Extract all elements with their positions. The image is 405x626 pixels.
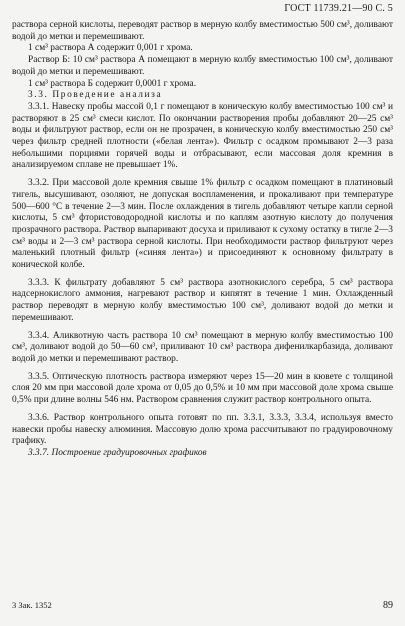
paragraph-solution-b-content: 1 см³ раствора Б содержит 0,0001 г хрома. xyxy=(28,78,197,89)
paragraph-solution-b: Раствор Б: 10 см³ раствора А помещают в мерную колбу вместимостью 100 см³, доливают водой до метки и перемешивают. xyxy=(12,55,393,77)
paragraph-3-3-4: 3.3.4. Аликвотную часть раствора 10 см³ помещают в мерную колбу вместимостью 100 см³, доливают водой до 50—60 см³, приливают 10 см³ раствора дифенилкарбазида, доливают водой до метки и перемешивают раствор. xyxy=(12,330,393,364)
paragraph-3-3-2: 3.3.2. При массовой доле кремния свыше 1% фильтр с осадком помещают в платиновый тигель, высушивают, озоляют, не допуская воспламенения, и прокаливают при температуре 500—600 °С в течение 2—3 мин. После охлаждения в тигель добавляют четыре капли серной кислоты, 5 см³ фтористоводородной кислоты и по каплям азотную кислоту до получения прозрачного раствора. Раствор выпаривают досуха и приливают к сухому остатку в тигле 2—3 см³ воды и 2—3 см³ раствора серной кислоты. При необходимости раствор фильтруют через маленький плотный фильтр («синяя лента») и присоединяют к основному фильтрату в конической колбе. xyxy=(12,178,393,271)
paragraph-3-3-7-heading: 3.3.7. Построение градуировочных графиков xyxy=(28,447,207,458)
paragraph-3-3-1: 3.3.1. Навеску пробы массой 0,1 г помещают в коническую колбу вместимостью 100 см³ и растворяют в 25 см³ смеси кислот. По окончании растворения пробы добавляют 20—25 см³ воды и фильтруют раствор, если он не прозрачен, в коническую колбу вместимостью 250 см³ через фильтр средней плотности («белая лента»). Фильтр с осадком промывают 2—3 раза небольшими порциями горячей воды и отбрасывают, если массовая доля кремния в анализируемом сплаве не превышает 1%. xyxy=(12,101,393,171)
paragraph-solution-a-content: 1 см³ раствора А содержит 0,001 г хрома. xyxy=(28,43,193,54)
footer-order-number: 3 Зак. 1352 xyxy=(12,600,52,610)
section-heading-analysis: 3.3. Проведение анализа xyxy=(28,90,163,101)
page-number: 89 xyxy=(383,600,393,611)
paragraph-continuation: раствора серной кислоты, переводят раствор в мерную колбу вместимостью 500 см³, доливают водой до метки и перемешивают. xyxy=(12,20,393,42)
paragraph-3-3-6: 3.3.6. Раствор контрольного опыта готовят по пп. 3.3.1, 3.3.3, 3.3.4, используя вместо навески пробы навеску алюминия. Массовую долю хрома рассчитывают по градуировочному графику. xyxy=(12,412,393,447)
document-body xyxy=(12,20,393,460)
paragraph-3-3-5: 3.3.5. Оптическую плотность раствора измеряют через 15—20 мин в кювете с толщиной слоя 20 мм при массовой доле хрома от 0,05 до 0,5% и 10 мм при массовой доле хрома свыше 0,5% при длине волны 546 нм. Раствором сравнения служит раствор контрольного опыта. xyxy=(12,371,393,406)
page-header: ГОСТ 11739.21—90 С. 5 xyxy=(284,3,393,14)
paragraph-3-3-3: 3.3.3. К фильтрату добавляют 5 см³ раствора азотнокислого серебра, 5 см³ раствора надсернокислого аммония, нагревают раствор и кипятят в течение 1 мин. Охлажденный раствор переводят в мерную колбу вместимостью 100 см³, доливают водой до метки и перемешивают. xyxy=(12,277,393,323)
